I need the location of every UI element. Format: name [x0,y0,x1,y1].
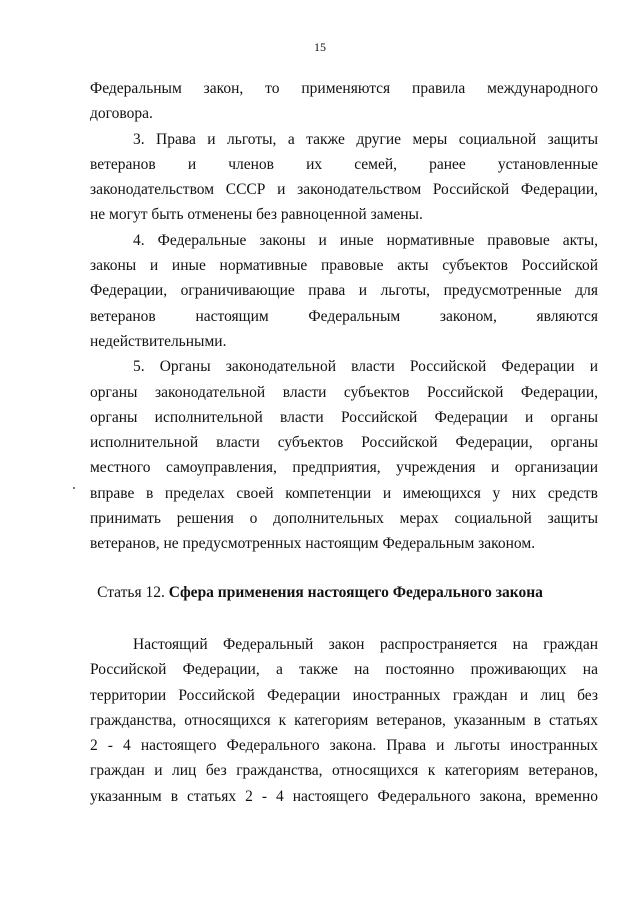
article-11-continuation [90,76,598,557]
article-label: Статья 12. [97,584,165,601]
article-heading [0,584,640,602]
text-line: принимать решения о дополнительных мерах социальной защиты [90,510,598,528]
scan-artifact [73,487,75,489]
text-line: ветеранов, не предусмотренных настоящим Федеральным законом. [90,535,536,553]
text-line: местного самоуправления, предприятия, учреждения и организации [90,459,598,477]
text-line: 5. Органы законодательной власти Российской Федерации и [133,358,598,376]
text-line: ветеранов и членов их семей, ранее установленные [90,155,598,173]
text-line: территории Российской Федерации иностранных граждан и лиц без [90,686,598,704]
text-line: Настоящий Федеральный закон распространяется на граждан [133,636,598,653]
text-line: органы исполнительной власти Российской Федерации и органы [90,408,598,426]
text-line: не могут быть отменены без равноценной замены. [90,206,423,224]
text-line: вправе в пределах своей компетенции и имеющихся у них средств [90,484,598,502]
text-line: граждан и лиц без гражданства, относящихся к категориям ветеранов, [90,762,598,780]
text-line: законодательством СССР и законодательством Российской Федерации, [90,181,598,199]
text-line: законы и иные нормативные правовые акты субъектов Российской [90,257,598,275]
text-line: Федеральным закон, то применяются правила международного [90,80,598,97]
text-line: 2 - 4 настоящего Федерального закона. Права и льготы иностранных [90,737,598,755]
text-line: ветеранов настоящим Федеральным законом, являются [90,307,598,325]
text-line: недействительными. [90,332,227,350]
text-line: указанным в статьях 2 - 4 настоящего Федерального закона, временно [90,787,598,805]
text-line: 4. Федеральные законы и иные нормативные правовые акты, [133,231,598,249]
text-line: Российской Федерации, а также на постоянно проживающих на [90,661,598,679]
text-line: Федерации, ограничивающие права и льготы, предусмотренные для [90,282,598,300]
page-number: 15 [314,40,326,54]
text-line: 3. Права и льготы, а также другие меры социальной защиты [133,130,598,148]
text-line: договора. [90,105,153,123]
article-12-body [90,632,598,809]
article-title: Сфера применения настоящего Федерального закона [168,584,543,601]
text-line: исполнительной власти субъектов Российской Федерации, органы [90,434,598,452]
text-line: органы законодательной власти субъектов Российской Федерации, [90,383,598,401]
text-line: гражданства, относящихся к категориям ветеранов, указанным в статьях [90,711,598,729]
